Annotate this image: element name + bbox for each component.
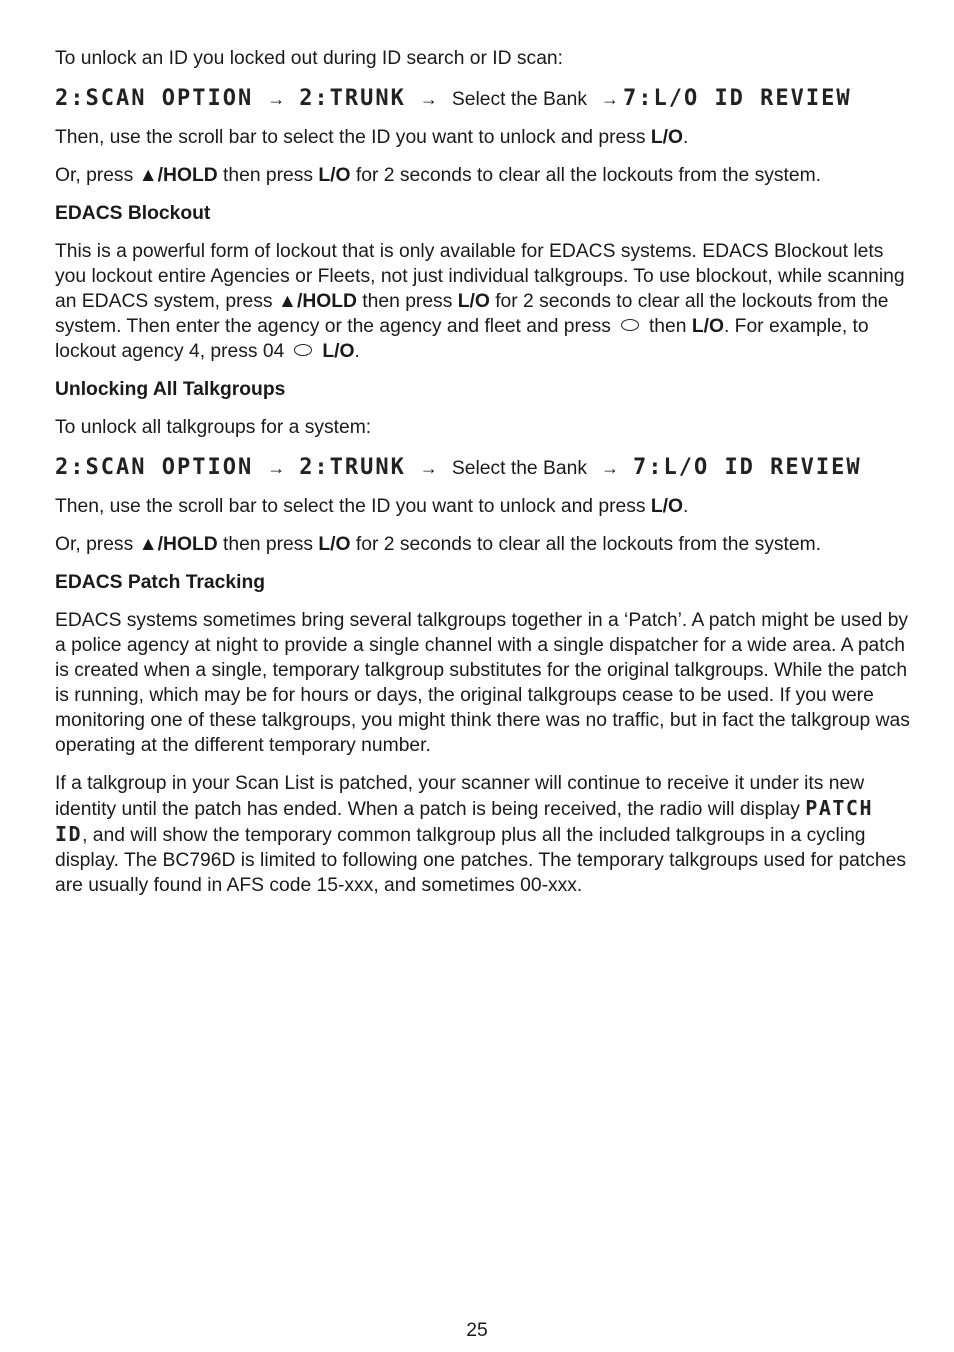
lcd-trunk: 2:TRUNK: [299, 86, 406, 111]
lo-key: L/O: [457, 291, 490, 312]
hold-key: ▲/HOLD: [138, 534, 218, 555]
patch-paragraph-1: EDACS systems sometimes bring several talkgroups together in a ‘Patch’. A patch might be used by a police agency at night to provide a single channel with a single dispatcher for a wide area. A patch is created when a single, temporary talkgroup substitutes for the original talkgroups. While the patch is running, which may be for hours or days, the original talkgroups cease to be used. If you were monitoring one of these talkgroups, you might think there was no traffic, but in fact the talkgroup was operating at the different temporary number.: [55, 610, 910, 756]
unlock-all-intro: To unlock all talkgroups for a system:: [55, 417, 372, 438]
unlock-id-intro: To unlock an ID you locked out during ID search or ID scan:: [55, 48, 563, 69]
patch-paragraph-2: If a talkgroup in your Scan List is patched, your scanner will continue to receive it under its new identity until the patch has ended. When a patch is being received, the radio will display PATCH ID, and will show the temporary common talkgroup plus all the included talkgroups in a cycling display. The BC796D is limited to following one patches. The temporary talkgroups used for patches are usually found in AFS code 15-xxx, and sometimes 00-xxx.: [55, 773, 906, 896]
heading-unlocking-all-talkgroups: Unlocking All Talkgroups: [55, 379, 286, 400]
lcd-lo-id-review: 7:L/O ID REVIEW: [632, 455, 862, 480]
lcd-patch-id: PATCH ID: [55, 796, 873, 846]
arrow-icon: →: [600, 89, 619, 109]
hold-key: ▲/HOLD: [277, 291, 357, 312]
menu-path-2: [55, 453, 915, 484]
unlock-all-or: Or, press ▲/HOLD then press L/O for 2 seconds to clear all the lockouts from the system.: [55, 534, 821, 555]
lcd-trunk: 2:TRUNK: [299, 455, 406, 480]
dot-key-icon: [294, 344, 312, 356]
lo-key: L/O: [322, 341, 355, 362]
page-number: 25: [466, 1320, 488, 1341]
arrow-icon: →: [267, 89, 286, 109]
unlock-id-then: Then, use the scroll bar to select the ID you want to unlock and press L/O.: [55, 127, 689, 148]
dot-key-icon: [621, 319, 639, 331]
menu-path-1: [55, 84, 915, 115]
arrow-icon: →: [419, 89, 438, 109]
arrow-icon: →: [600, 458, 619, 478]
arrow-icon: →: [267, 458, 286, 478]
arrow-icon: →: [419, 458, 438, 478]
lo-key: L/O: [318, 534, 351, 555]
lcd-scan-option: 2:SCAN OPTION: [55, 86, 254, 111]
select-bank-step: Select the Bank: [451, 89, 587, 110]
page-content: [55, 46, 915, 911]
select-bank-step: Select the Bank: [451, 458, 587, 479]
unlock-id-or: Or, press ▲/HOLD then press L/O for 2 seconds to clear all the lockouts from the system.: [55, 165, 821, 186]
lo-key: L/O: [318, 165, 351, 186]
lo-key: L/O: [650, 127, 684, 148]
lcd-lo-id-review: 7:L/O ID REVIEW: [622, 86, 852, 111]
lo-key: L/O: [691, 316, 724, 337]
lcd-scan-option: 2:SCAN OPTION: [55, 455, 254, 480]
heading-edacs-blockout: EDACS Blockout: [55, 203, 211, 224]
lo-key: L/O: [650, 496, 684, 517]
hold-key: ▲/HOLD: [138, 165, 218, 186]
heading-edacs-patch-tracking: EDACS Patch Tracking: [55, 572, 266, 593]
unlock-all-then: Then, use the scroll bar to select the ID you want to unlock and press L/O.: [55, 496, 689, 517]
blockout-paragraph: This is a powerful form of lockout that is only available for EDACS systems. EDACS Blockout lets you lockout entire Agencies or Fleets, not just individual talkgroups. To use blockout, while scanning an EDACS system, press ▲/HOLD then press L/O for 2 seconds to clear all the lockouts from the system. Then enter the agency or the agency and fleet and press then L/O. For example, to lockout agency 4, press 04 L/O.: [55, 241, 905, 362]
